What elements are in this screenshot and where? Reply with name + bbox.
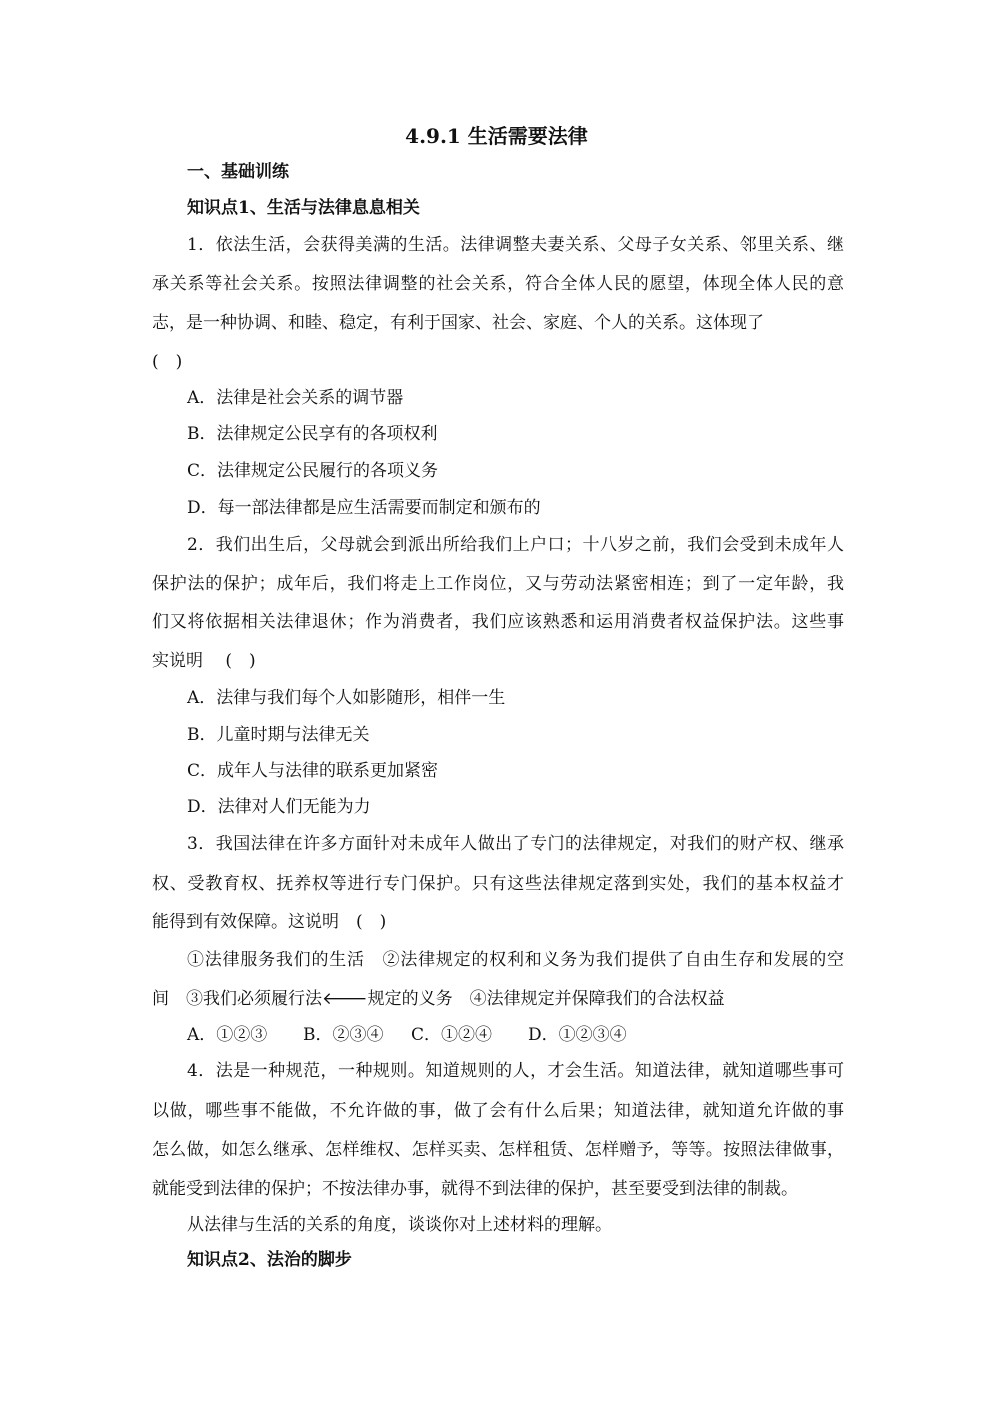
q1-option-c: C．法律规定公民履行的各项义务 (187, 461, 439, 481)
q1-option-d: D．每一部法律都是应生活需要而制定和颁布的 (187, 498, 541, 518)
q3-option-a: A．①②③ (187, 1025, 268, 1045)
q1-option-b: B．法律规定公民享有的各项权利 (187, 424, 438, 444)
q4-line-1: 4．法是一种规范，一种规则。知道规则的人，才会生活。知道法律，就知道哪些事可 (187, 1061, 844, 1081)
q3-option-d: D．①②③④ (528, 1025, 627, 1045)
q1-option-a: A．法律是社会关系的调节器 (187, 388, 404, 408)
section-heading: 一、基础训练 (187, 162, 289, 182)
knowledge-point-heading-2: 知识点2、法治的脚步 (187, 1250, 352, 1270)
q1-answer-blank: ( ) (152, 352, 183, 372)
q2-line-3: 们又将依据相关法律退休；作为消费者，我们应该熟悉和运用消费者权益保护法。这些事 (152, 612, 844, 632)
q2-line-2: 保护法的保护；成年后，我们将走上工作岗位，又与劳动法紧密相连；到了一定年龄，我 (152, 574, 844, 594)
q3-statements-line-2: 间 ③我们必须履行法🡐规定的义务 ④法律规定并保障我们的合法权益 (152, 989, 725, 1009)
q2-option-c: C．成年人与法律的联系更加紧密 (187, 761, 439, 781)
q4-line-2: 以做，哪些事不能做，不允许做的事，做了会有什么后果；知道法律，就知道允许做的事 (152, 1101, 844, 1121)
q3-option-c: C．①②④ (411, 1025, 493, 1045)
q3-option-b: B．②③④ (303, 1025, 384, 1045)
q4-line-3: 怎么做，如怎么继承、怎样维权、怎样买卖、怎样租赁、怎样赠予，等等。按照法律做事， (152, 1140, 844, 1160)
q3-line-3: 能得到有效保障。这说明 ( ) (152, 912, 387, 932)
q3-line-2: 权、受教育权、抚养权等进行专门保护。只有这些法律规定落到实处，我们的基本权益才 (152, 874, 844, 894)
q1-line-1: 1．依法生活，会获得美满的生活。法律调整夫妻关系、父母子女关系、邻里关系、继 (187, 235, 844, 255)
q3-line-1: 3．我国法律在许多方面针对未成年人做出了专门的法律规定，对我们的财产权、继承 (187, 834, 844, 854)
q3-statements-line-1: ①法律服务我们的生活 ②法律规定的权利和义务为我们提供了自由生存和发展的空 (187, 950, 844, 970)
knowledge-point-heading-1: 知识点1、生活与法律息息相关 (187, 198, 420, 218)
q1-line-2: 承关系等社会关系。按照法律调整的社会关系，符合全体人民的愿望，体现全体人民的意 (152, 274, 844, 294)
q2-line-4: 实说明 ( ) (152, 651, 256, 671)
q4-prompt: 从法律与生活的关系的角度，谈谈你对上述材料的理解。 (187, 1215, 612, 1235)
q2-line-1: 2．我们出生后，父母就会到派出所给我们上户口；十八岁之前，我们会受到未成年人 (187, 535, 844, 555)
q4-line-4: 就能受到法律的保护；不按法律办事，就得不到法律的保护，甚至要受到法律的制裁。 (152, 1179, 798, 1199)
document-title: 4.9.1 生活需要法律 (405, 124, 588, 148)
q2-option-d: D．法律对人们无能为力 (187, 797, 371, 817)
q1-line-3: 志，是一种协调、和睦、稳定，有利于国家、社会、家庭、个人的关系。这体现了 (152, 313, 764, 333)
q2-option-a: A．法律与我们每个人如影随形，相伴一生 (187, 688, 506, 708)
q2-option-b: B．儿童时期与法律无关 (187, 725, 370, 745)
